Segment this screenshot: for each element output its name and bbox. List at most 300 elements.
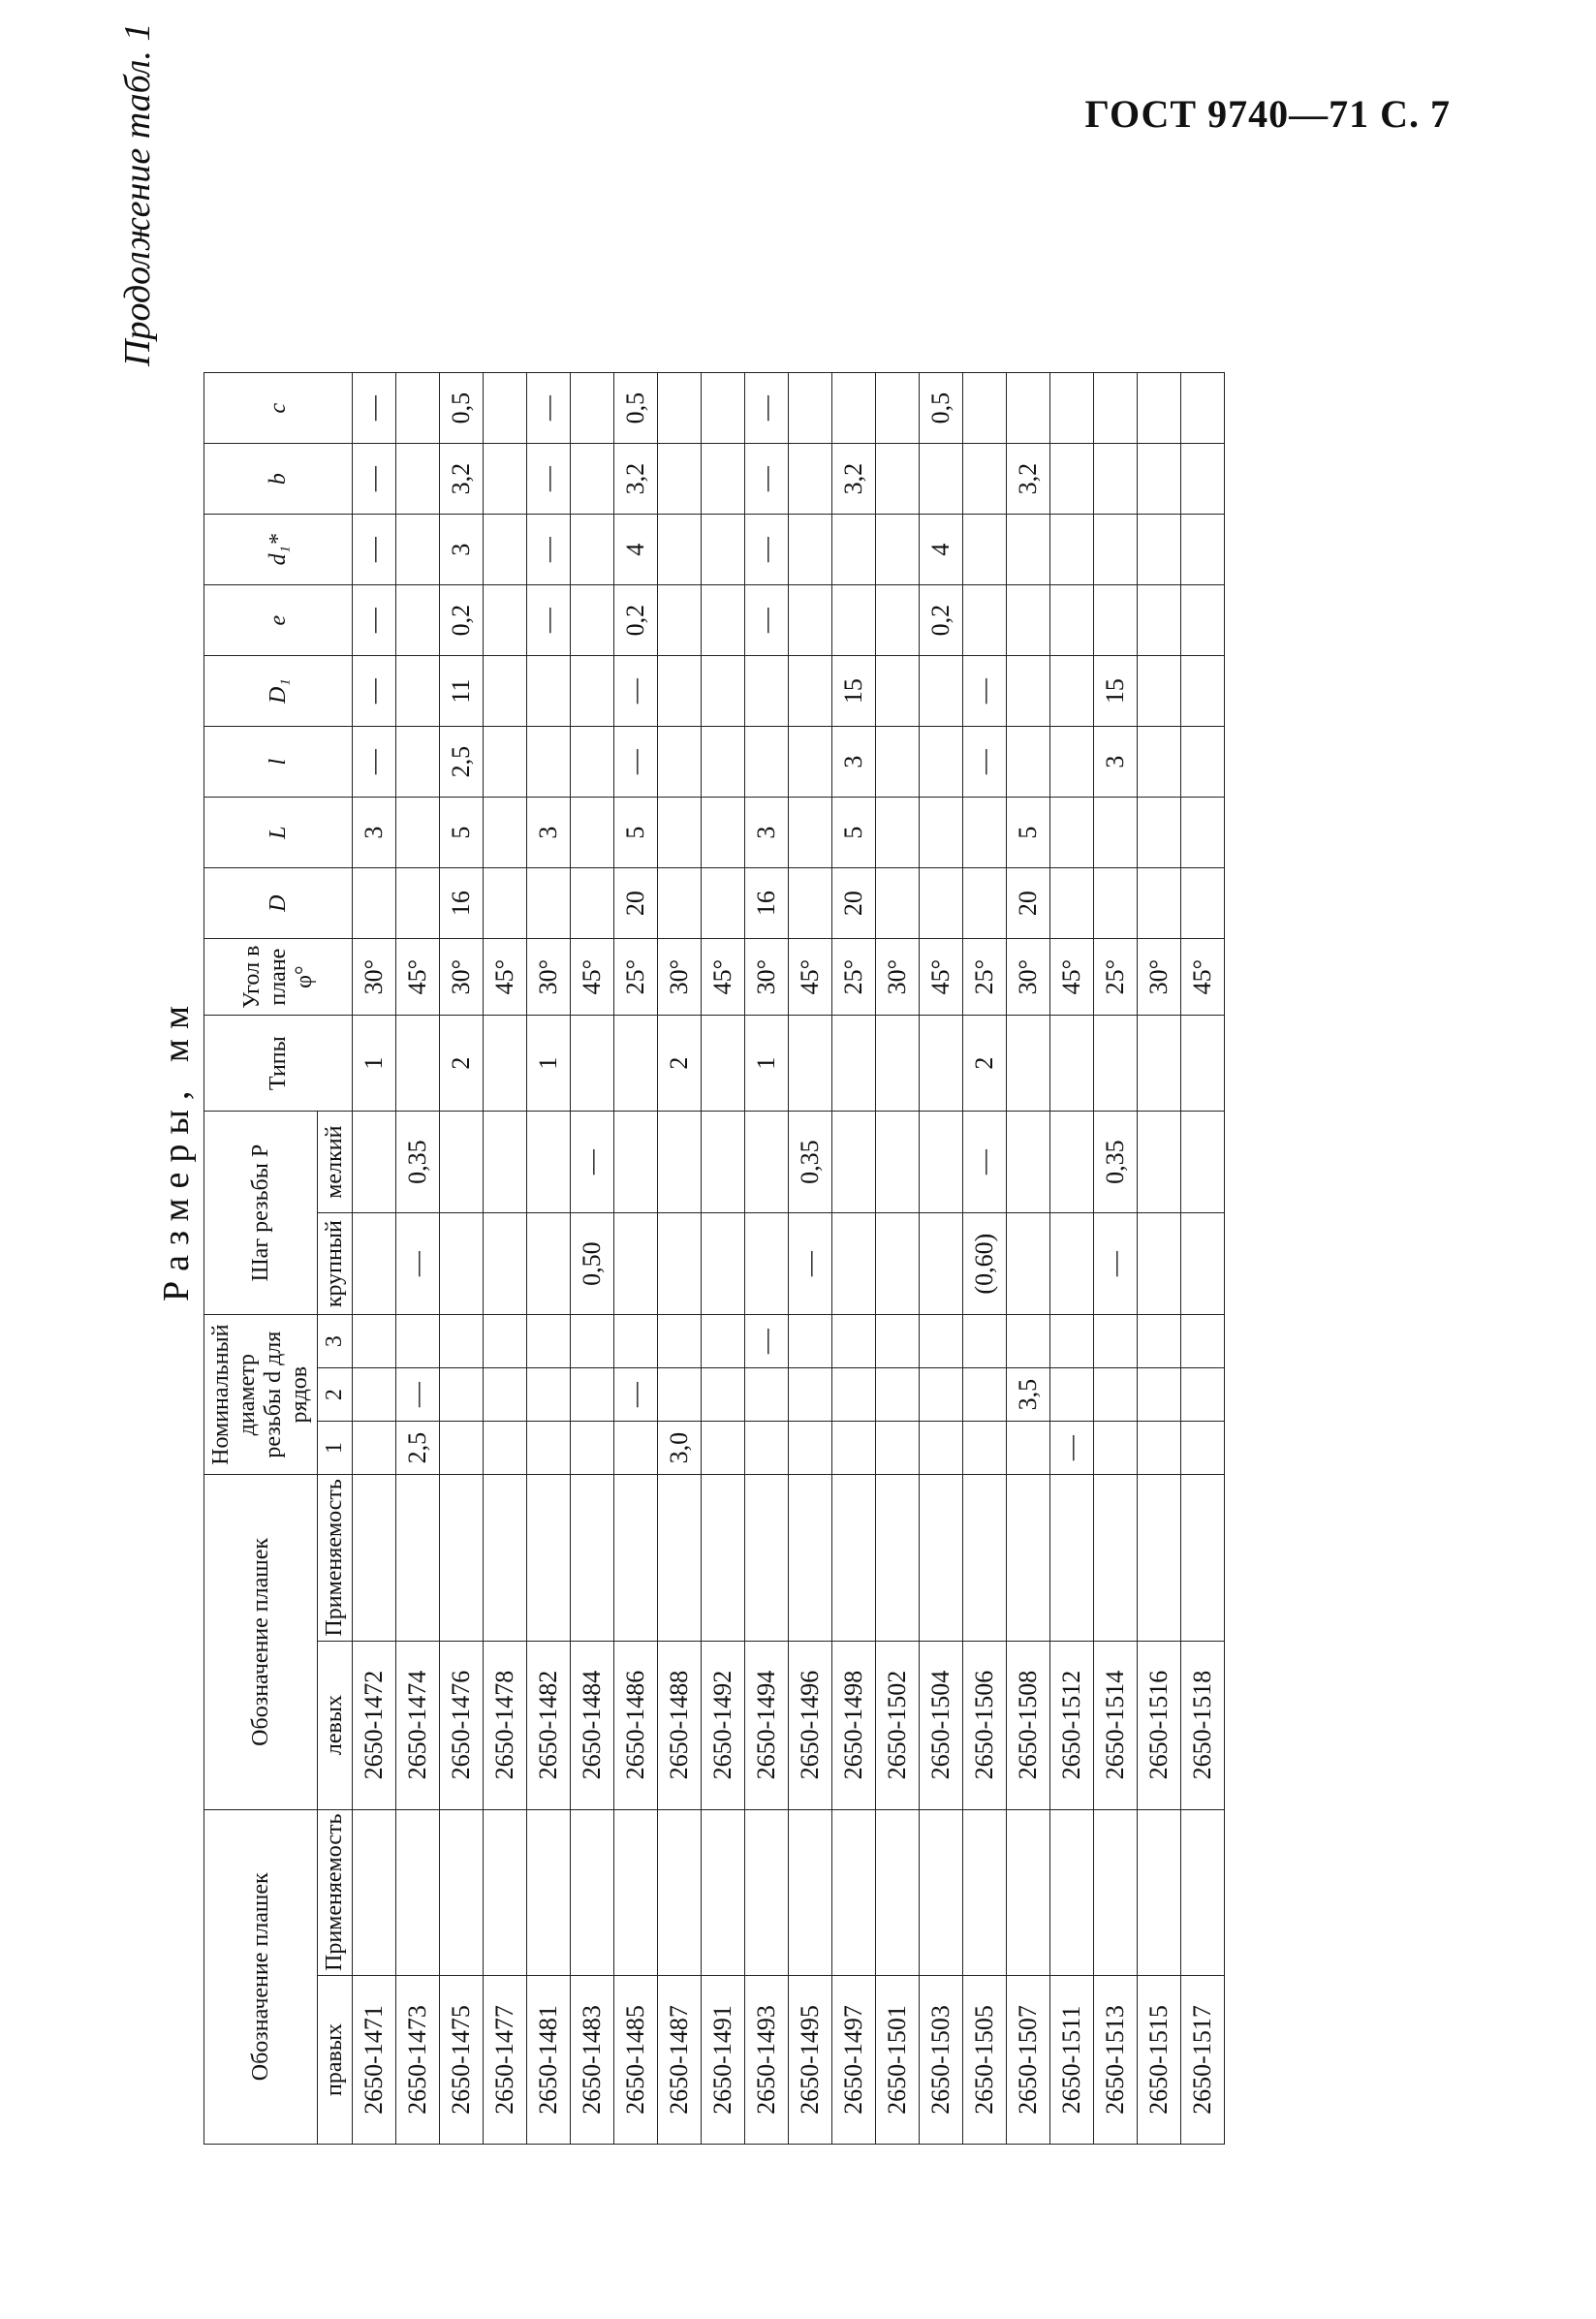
table-header [204,373,353,2145]
header-designation-right [204,1809,318,2144]
cell-b: — [745,444,789,515]
cell-d1 [1181,1422,1225,1475]
cell-type [1138,1016,1181,1112]
cell-D1 [1181,656,1225,727]
cell-angle: 45° [396,939,440,1016]
cell-fine: 0,35 [396,1112,440,1213]
cell-left: 2650-1476 [440,1641,484,1809]
cell-d3 [963,1315,1007,1368]
header-pitch: Шаг резьбы P [204,1112,318,1315]
cell-angle: 45° [1050,939,1094,1016]
cell-right: 2650-1481 [527,1976,571,2145]
cell-D [571,868,614,939]
applicability-cell [571,1809,614,1975]
cell-d1 [920,1422,963,1475]
cell-c [1138,373,1181,444]
cell-l [1050,727,1094,798]
cell-D1 [527,656,571,727]
cell-c [1007,373,1050,444]
table-body [353,373,1225,2145]
cell-e [658,585,702,656]
cell-d1 [1007,1422,1050,1475]
cell-angle: 30° [876,939,920,1016]
cell-right: 2650-1493 [745,1976,789,2145]
applicability-cell [1138,1809,1181,1975]
cell-d3 [484,1315,527,1368]
cell-D [353,868,396,939]
cell-coarse [440,1213,484,1315]
cell-type [1007,1016,1050,1112]
applicability-cell [527,1809,571,1975]
cell-angle: 25° [832,939,876,1016]
cell-D1: 15 [832,656,876,727]
cell-e: 0,2 [920,585,963,656]
cell-d2 [1050,1368,1094,1422]
cell-l [1007,727,1050,798]
cell-d3 [1181,1315,1225,1368]
cell-left: 2650-1504 [920,1641,963,1809]
cell-d2 [876,1368,920,1422]
cell-left: 2650-1512 [1050,1641,1094,1809]
cell-b: — [353,444,396,515]
cell-coarse [1181,1213,1225,1315]
cell-D [1094,868,1138,939]
cell-L [876,798,920,868]
cell-d1: — [1050,1422,1094,1475]
cell-d2 [1094,1368,1138,1422]
cell-right: 2650-1505 [963,1976,1007,2145]
cell-c: 0,5 [614,373,658,444]
page-header: ГОСТ 9740—71 С. 7 [1084,92,1451,136]
cell-left: 2650-1486 [614,1641,658,1809]
cell-type: 1 [527,1016,571,1112]
cell-d3 [396,1315,440,1368]
applicability-cell [484,1475,527,1641]
cell-fine [614,1112,658,1213]
table-row [876,373,920,2145]
cell-d2: — [614,1368,658,1422]
cell-l [571,727,614,798]
cell-fine [702,1112,745,1213]
cell-type [876,1016,920,1112]
applicability-cell [789,1475,832,1641]
cell-b [702,444,745,515]
cell-angle: 30° [353,939,396,1016]
cell-b [484,444,527,515]
cell-coarse [658,1213,702,1315]
cell-dd: — [527,515,571,585]
cell-L: 3 [353,798,396,868]
cell-d3 [1050,1315,1094,1368]
cell-fine: 0,35 [789,1112,832,1213]
cell-d3 [527,1315,571,1368]
cell-coarse [702,1213,745,1315]
cell-D: 20 [614,868,658,939]
applicability-cell [745,1475,789,1641]
header-c: c [204,373,353,444]
table-row [396,373,440,2145]
applicability-cell [702,1809,745,1975]
applicability-cell [920,1809,963,1975]
cell-d2: 3,5 [1007,1368,1050,1422]
cell-D [876,868,920,939]
cell-l [876,727,920,798]
cell-dd [484,515,527,585]
cell-d1 [440,1422,484,1475]
cell-fine [658,1112,702,1213]
cell-dd: 3 [440,515,484,585]
header-d1: d₁* [204,515,353,585]
cell-L [484,798,527,868]
cell-b: — [527,444,571,515]
cell-c: — [745,373,789,444]
cell-d2 [1138,1368,1181,1422]
cell-type [702,1016,745,1112]
cell-d2 [440,1368,484,1422]
cell-l [702,727,745,798]
header-left: левых [318,1641,353,1809]
cell-L [1050,798,1094,868]
cell-c [658,373,702,444]
cell-L [571,798,614,868]
cell-L: 5 [440,798,484,868]
cell-fine [876,1112,920,1213]
applicability-cell [963,1475,1007,1641]
header-nominal-diameter: Номинальный диаметр резьбы d для рядов [204,1315,318,1475]
cell-fine [440,1112,484,1213]
cell-fine [1138,1112,1181,1213]
applicability-cell [963,1809,1007,1975]
cell-D1 [396,656,440,727]
cell-fine: 0,35 [1094,1112,1138,1213]
cell-D1: 15 [1094,656,1138,727]
table-row [832,373,876,2145]
cell-D [702,868,745,939]
cell-e [832,585,876,656]
applicability-cell [1007,1809,1050,1975]
cell-angle: 45° [1181,939,1225,1016]
cell-l [658,727,702,798]
cell-d3: — [745,1315,789,1368]
header-designation-right-text: Обозначение плашек [247,1872,273,2082]
header-types: Типы [204,1016,353,1112]
cell-left: 2650-1506 [963,1641,1007,1809]
header-right: правых [318,1976,353,2145]
applicability-cell [571,1475,614,1641]
cell-d1 [702,1422,745,1475]
table-row [353,373,396,2145]
cell-d3 [1094,1315,1138,1368]
cell-D [789,868,832,939]
cell-left: 2650-1514 [1094,1641,1138,1809]
cell-e: — [745,585,789,656]
header-row2: 2 [318,1368,353,1422]
cell-angle: 30° [1138,939,1181,1016]
table-row [1181,373,1225,2145]
cell-d1 [963,1422,1007,1475]
applicability-cell [614,1809,658,1975]
cell-L [1138,798,1181,868]
cell-type [1181,1016,1225,1112]
table-row [658,373,702,2145]
cell-l [789,727,832,798]
header-row3: 3 [318,1315,353,1368]
cell-D1: — [614,656,658,727]
cell-left: 2650-1484 [571,1641,614,1809]
cell-l [745,727,789,798]
cell-type: 2 [658,1016,702,1112]
applicability-cell [920,1475,963,1641]
cell-angle: 30° [658,939,702,1016]
cell-D1 [1050,656,1094,727]
cell-d3 [614,1315,658,1368]
cell-fine [832,1112,876,1213]
cell-fine [353,1112,396,1213]
cell-coarse [614,1213,658,1315]
cell-l: 3 [832,727,876,798]
cell-L [1094,798,1138,868]
cell-L: 5 [1007,798,1050,868]
table-row [745,373,789,2145]
applicability-cell [396,1475,440,1641]
cell-dd [658,515,702,585]
cell-left: 2650-1498 [832,1641,876,1809]
cell-d2 [658,1368,702,1422]
applicability-cell [396,1809,440,1975]
cell-D [963,868,1007,939]
cell-l [527,727,571,798]
cell-D: 16 [745,868,789,939]
cell-dd [1138,515,1181,585]
cell-left: 2650-1472 [353,1641,396,1809]
cell-dd [832,515,876,585]
cell-dd [1007,515,1050,585]
cell-c: 0,5 [920,373,963,444]
table-row [571,373,614,2145]
cell-d3 [353,1315,396,1368]
cell-d2 [1181,1368,1225,1422]
header-D: D [204,868,353,939]
header-applicability-left: Применяемость [318,1475,353,1641]
cell-b [963,444,1007,515]
dimensions-table [203,372,1225,2145]
cell-e: 0,2 [440,585,484,656]
cell-l [1181,727,1225,798]
cell-left: 2650-1508 [1007,1641,1050,1809]
cell-b: 3,2 [440,444,484,515]
header-L: L [204,798,353,868]
cell-L [702,798,745,868]
cell-l: — [353,727,396,798]
table-row [614,373,658,2145]
cell-D1 [658,656,702,727]
applicability-cell [1094,1809,1138,1975]
applicability-cell [658,1809,702,1975]
cell-d1 [832,1422,876,1475]
applicability-cell [876,1809,920,1975]
cell-type: 1 [745,1016,789,1112]
cell-d1 [571,1422,614,1475]
cell-e [963,585,1007,656]
cell-right: 2650-1515 [1138,1976,1181,2145]
cell-dd [1181,515,1225,585]
cell-coarse [745,1213,789,1315]
cell-l: — [963,727,1007,798]
cell-e [1094,585,1138,656]
cell-dd [1050,515,1094,585]
cell-type [614,1016,658,1112]
cell-d2 [832,1368,876,1422]
cell-right: 2650-1475 [440,1976,484,2145]
applicability-cell [832,1475,876,1641]
cell-D1 [920,656,963,727]
applicability-cell [1138,1475,1181,1641]
cell-D [484,868,527,939]
cell-D [1050,868,1094,939]
cell-dd [702,515,745,585]
cell-d1 [789,1422,832,1475]
applicability-cell [1007,1475,1050,1641]
cell-fine [1050,1112,1094,1213]
cell-c [1094,373,1138,444]
cell-d3 [658,1315,702,1368]
cell-angle: 45° [702,939,745,1016]
cell-e [396,585,440,656]
cell-d3 [920,1315,963,1368]
cell-D [1138,868,1181,939]
cell-coarse [1007,1213,1050,1315]
applicability-cell [484,1809,527,1975]
table-row [702,373,745,2145]
cell-c [1181,373,1225,444]
cell-left: 2650-1488 [658,1641,702,1809]
cell-d2 [745,1368,789,1422]
cell-angle: 45° [789,939,832,1016]
cell-d1: 3,0 [658,1422,702,1475]
cell-c [702,373,745,444]
cell-d3 [789,1315,832,1368]
cell-fine [745,1112,789,1213]
cell-d1 [876,1422,920,1475]
cell-type [920,1016,963,1112]
applicability-cell [1181,1809,1225,1975]
cell-left: 2650-1518 [1181,1641,1225,1809]
cell-coarse: — [396,1213,440,1315]
cell-right: 2650-1485 [614,1976,658,2145]
cell-right: 2650-1483 [571,1976,614,2145]
cell-L [658,798,702,868]
table-row [1007,373,1050,2145]
cell-type [832,1016,876,1112]
cell-c [1050,373,1094,444]
cell-D1: — [963,656,1007,727]
cell-angle: 25° [963,939,1007,1016]
cell-D1 [571,656,614,727]
cell-c [396,373,440,444]
cell-type: 2 [440,1016,484,1112]
cell-d1 [745,1422,789,1475]
cell-D1 [789,656,832,727]
cell-b [789,444,832,515]
applicability-cell [832,1809,876,1975]
cell-D [527,868,571,939]
cell-coarse [876,1213,920,1315]
table-row [1050,373,1094,2145]
cell-e [702,585,745,656]
cell-fine [1181,1112,1225,1213]
header-row1: 1 [318,1422,353,1475]
cell-l [396,727,440,798]
cell-type [484,1016,527,1112]
table-row [789,373,832,2145]
cell-b [920,444,963,515]
cell-d1 [1138,1422,1181,1475]
header-angle: Угол в плане φ° [204,939,353,1016]
cell-c [876,373,920,444]
applicability-cell [1094,1475,1138,1641]
cell-b: 3,2 [1007,444,1050,515]
cell-dd [789,515,832,585]
cell-d3 [440,1315,484,1368]
cell-e [571,585,614,656]
cell-dd: — [353,515,396,585]
cell-c [484,373,527,444]
cell-b [1050,444,1094,515]
cell-left: 2650-1478 [484,1641,527,1809]
header-e: e [204,585,353,656]
cell-fine [1007,1112,1050,1213]
cell-D1 [876,656,920,727]
cell-d1 [527,1422,571,1475]
cell-D1 [484,656,527,727]
cell-dd: — [745,515,789,585]
cell-D1 [1138,656,1181,727]
table-row [484,373,527,2145]
cell-l [920,727,963,798]
cell-l: — [614,727,658,798]
applicability-cell [1050,1475,1094,1641]
cell-L [789,798,832,868]
cell-d2 [702,1368,745,1422]
cell-left: 2650-1516 [1138,1641,1181,1809]
cell-D1: — [353,656,396,727]
cell-left: 2650-1494 [745,1641,789,1809]
cell-D [920,868,963,939]
cell-type [571,1016,614,1112]
header-b: b [204,444,353,515]
cell-b [571,444,614,515]
cell-dd [876,515,920,585]
cell-D1 [1007,656,1050,727]
applicability-cell [745,1809,789,1975]
applicability-cell [789,1809,832,1975]
table-row [920,373,963,2145]
cell-d3 [1138,1315,1181,1368]
cell-angle: 30° [440,939,484,1016]
table-row [1094,373,1138,2145]
cell-b [1138,444,1181,515]
cell-b [1181,444,1225,515]
cell-L [963,798,1007,868]
cell-d1: 2,5 [396,1422,440,1475]
cell-d2 [571,1368,614,1422]
cell-coarse [353,1213,396,1315]
cell-d3 [876,1315,920,1368]
header-D1: D₁ [204,656,353,727]
cell-D [1181,868,1225,939]
cell-angle: 45° [920,939,963,1016]
cell-d1 [353,1422,396,1475]
